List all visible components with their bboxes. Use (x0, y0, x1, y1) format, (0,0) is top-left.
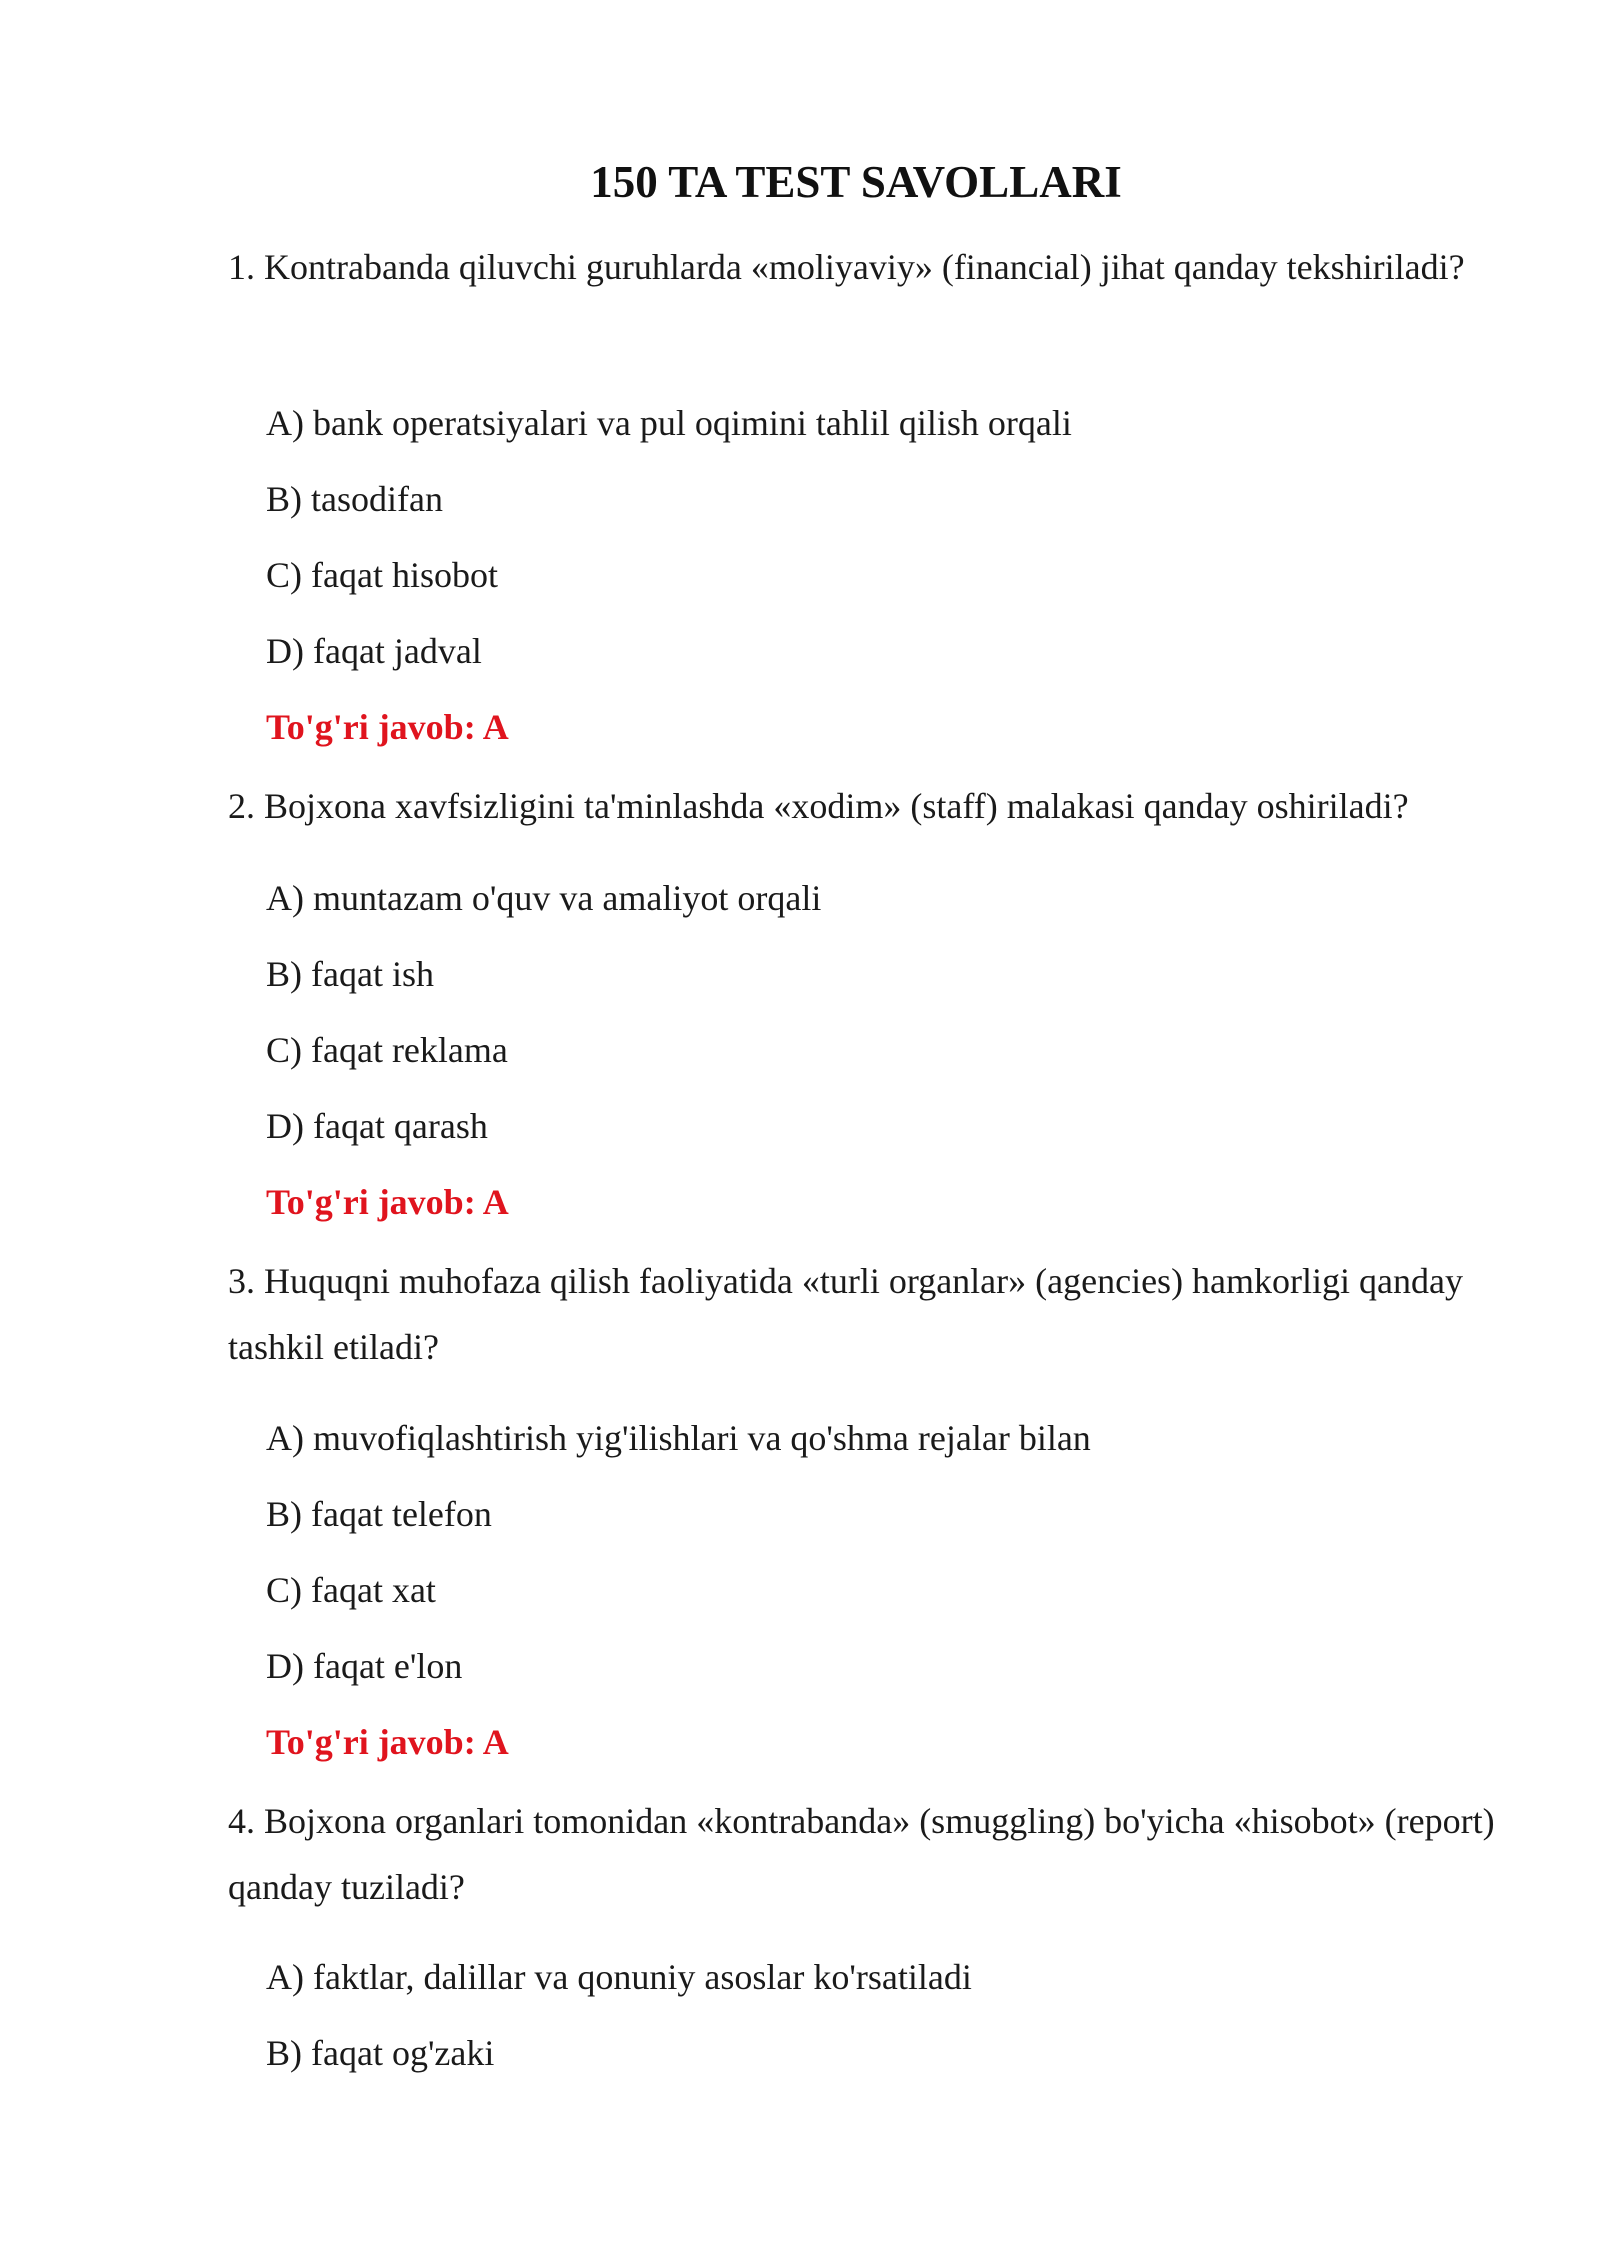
option-d: D) faqat jadval (266, 631, 482, 671)
option-a: A) faktlar, dalillar va qonuniy asoslar ko'rsatiladi (266, 1957, 972, 1997)
option-d: D) faqat qarash (266, 1106, 488, 1146)
option-a: A) muntazam o'quv va amaliyot orqali (266, 878, 822, 918)
option-b: B) faqat telefon (266, 1494, 492, 1534)
question-text: 2. Bojxona xavfsizligini ta'minlashda «xodim» (staff) malakasi qanday oshiriladi? (228, 786, 1409, 826)
option-b: B) faqat og'zaki (266, 2033, 495, 2073)
option-c: C) faqat reklama (266, 1030, 508, 1070)
document-title: 150 TA TEST SAVOLLARI (590, 157, 1122, 207)
option-c: C) faqat xat (266, 1570, 436, 1610)
option-b: B) faqat ish (266, 954, 434, 994)
correct-answer: To'g'ri javob: A (266, 707, 509, 747)
option-a: A) bank operatsiyalari va pul oqimini tahlil qilish orqali (266, 403, 1072, 443)
question-text: 1. Kontrabanda qiluvchi guruhlarda «moliyaviy» (financial) jihat qanday tekshiriladi? (228, 247, 1465, 287)
correct-answer: To'g'ri javob: A (266, 1722, 509, 1762)
option-c: C) faqat hisobot (266, 555, 498, 595)
option-d: D) faqat e'lon (266, 1646, 463, 1686)
question-text: 4. Bojxona organlari tomonidan «kontrabanda» (smuggling) bo'yicha «hisobot» (report) qanday tuziladi? (228, 1801, 1495, 1907)
question-text: 3. Huquqni muhofaza qilish faoliyatida «turli organlar» (agencies) hamkorligi qanday tashkil etiladi? (228, 1261, 1463, 1367)
correct-answer: To'g'ri javob: A (266, 1182, 509, 1222)
option-a: A) muvofiqlashtirish yig'ilishlari va qo'shma rejalar bilan (266, 1418, 1091, 1458)
option-b: B) tasodifan (266, 479, 443, 519)
